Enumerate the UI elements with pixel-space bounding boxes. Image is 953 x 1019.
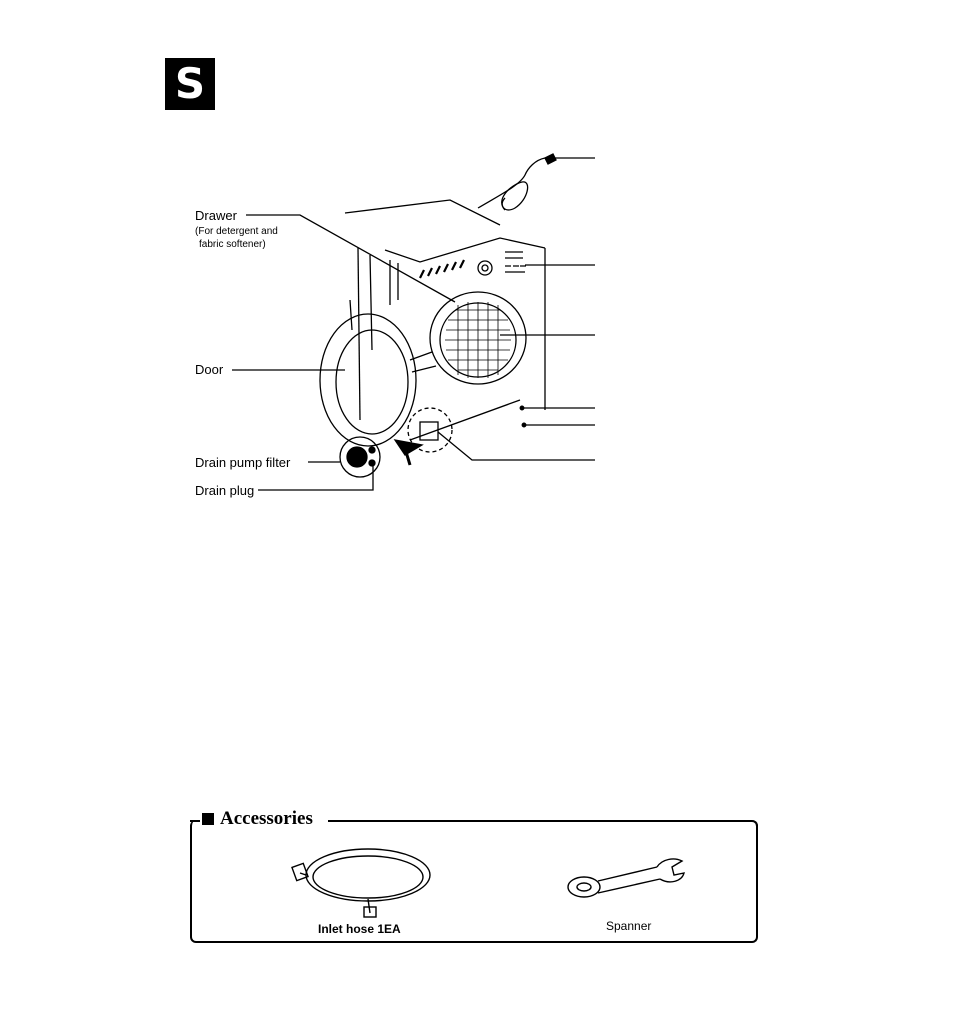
drawer-label: Drawer [195,208,237,223]
drawer-note-line-1: (For detergent and [195,226,278,237]
drain-pump-filter-label: Drain pump filter [195,455,291,470]
inlet-hose-label: Inlet hose 1EA [318,922,401,936]
door-label: Door [195,362,224,377]
accessories-box-top-right [328,820,752,822]
spanner-label: Spanner [606,919,652,933]
section-badge: S [165,58,215,110]
spanner-icon [562,855,692,910]
accessories-title [200,808,319,830]
drawer-note-line-2: fabric softener) [199,239,266,250]
accessories-title-text: Accessories [220,808,313,829]
inlet-hose-icon [290,835,440,920]
bullet-square-icon [202,813,214,825]
drain-plug-label: Drain plug [195,483,255,498]
